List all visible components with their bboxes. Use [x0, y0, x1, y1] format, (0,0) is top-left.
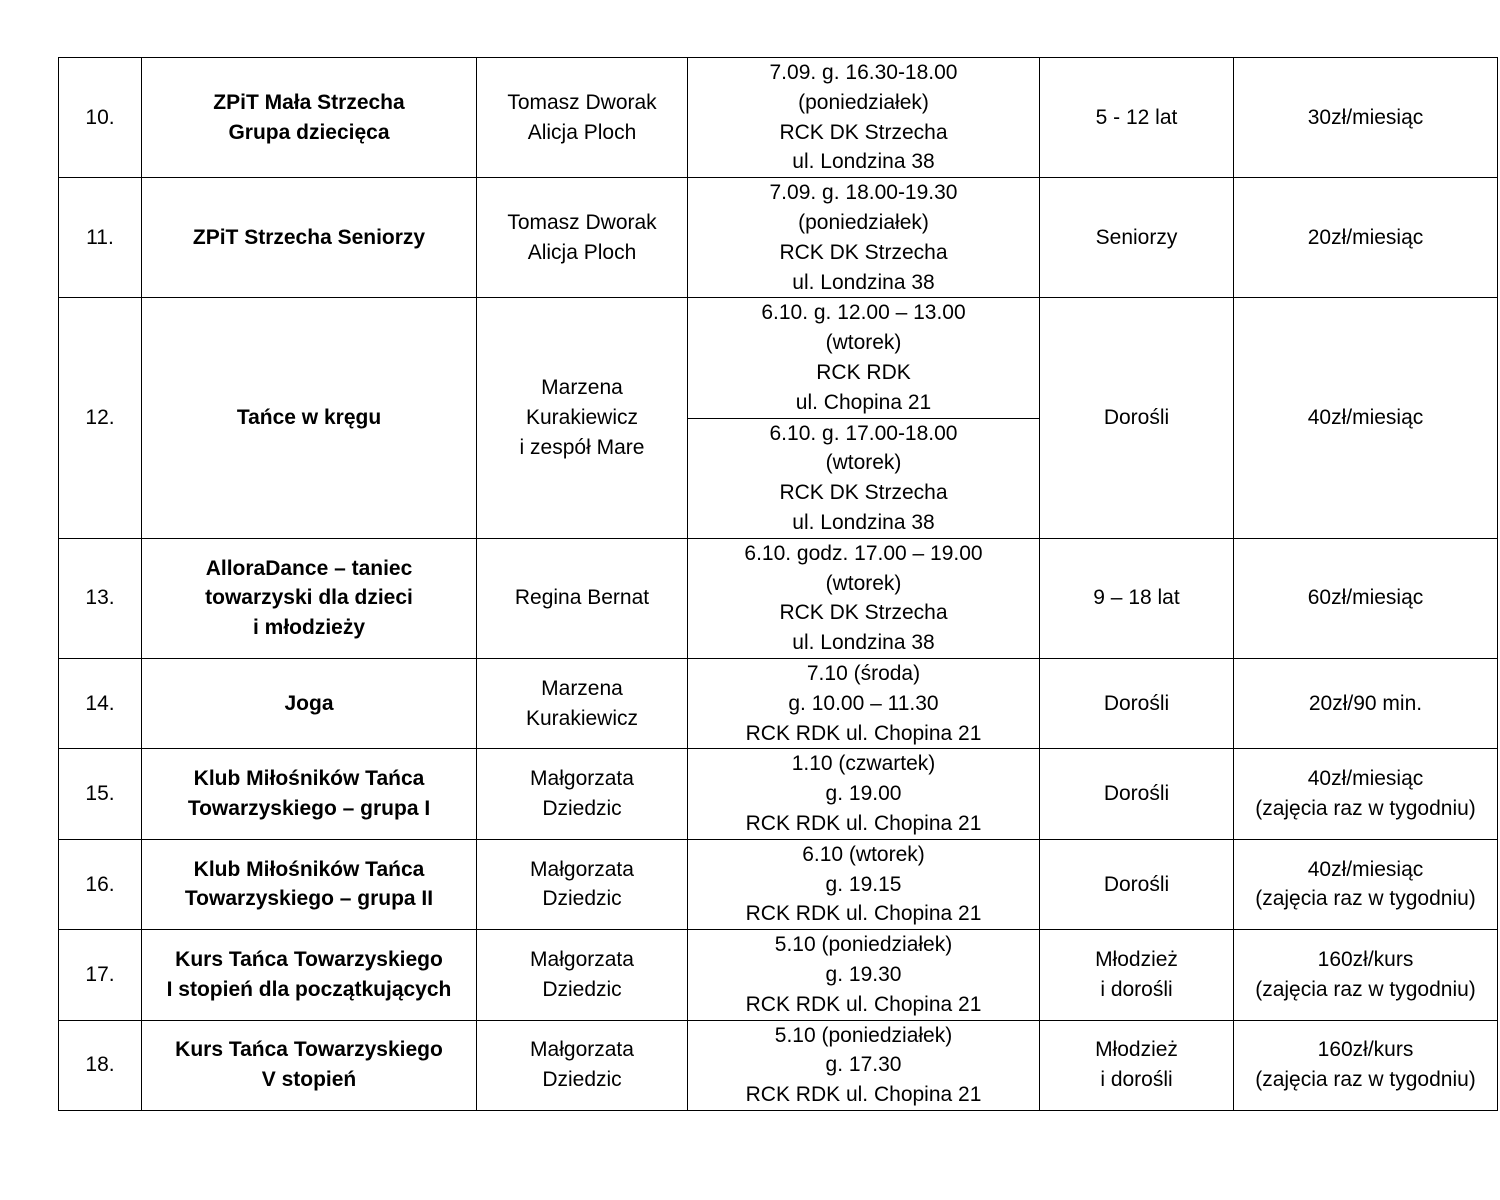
schedule-line: 5.10 (poniedziałek) — [774, 933, 953, 957]
activity-name-line: Grupa dziecięca — [228, 120, 390, 144]
instructor-line: Tomasz Dworak — [507, 90, 657, 114]
age-group — [1040, 658, 1234, 748]
age-group — [1040, 839, 1234, 929]
activity-name — [142, 658, 477, 748]
age-group-line: Dorośli — [1103, 406, 1170, 430]
instructor — [477, 930, 688, 1020]
price — [1234, 658, 1498, 748]
age-group — [1040, 298, 1234, 538]
activity-name-line: I stopień dla początkujących — [166, 977, 452, 1001]
activity-name — [142, 178, 477, 298]
schedule-line: RCK RDK ul. Chopina 21 — [745, 721, 982, 745]
price-line: 20zł/90 min. — [1308, 691, 1423, 715]
schedule-line: (poniedziałek) — [798, 90, 929, 114]
activity-name-line: Joga — [284, 691, 334, 715]
price-line: 40zł/miesiąc — [1307, 767, 1424, 791]
age-group-line: i dorośli — [1100, 977, 1173, 1001]
instructor-line: Tomasz Dworak — [507, 210, 657, 234]
row-number — [59, 839, 142, 929]
price-line: (zajęcia raz w tygodniu) — [1255, 977, 1476, 1001]
instructor-line: Małgorzata — [530, 948, 634, 971]
age-group — [1040, 538, 1234, 658]
table-row — [59, 1020, 1498, 1110]
activity-name-line: towarzyski dla dzieci — [205, 586, 413, 610]
row-number-text: 16. — [85, 872, 115, 896]
table-row — [59, 178, 1498, 298]
activity-name-line: Towarzyskiego – grupa I — [187, 797, 431, 821]
price-line: 40zł/miesiąc — [1307, 857, 1424, 881]
schedule-line: RCK RDK ul. Chopina 21 — [745, 992, 982, 1016]
schedule-line: 5.10 (poniedziałek) — [774, 1023, 953, 1047]
row-number-text: 15. — [85, 782, 115, 806]
table-row — [59, 839, 1498, 929]
row-number — [59, 1020, 142, 1110]
age-group-line: 5 - 12 lat — [1095, 105, 1178, 129]
schedule-line: g. 17.30 — [825, 1053, 902, 1077]
instructor-line: Alicja Ploch — [527, 240, 637, 264]
instructor — [477, 538, 688, 658]
schedule-info — [688, 658, 1040, 748]
instructor-line: Dziedzic — [542, 1068, 622, 1092]
price-line: 20zł/miesiąc — [1307, 225, 1424, 249]
price-line: 160zł/kurs — [1317, 1038, 1414, 1062]
instructor-line: Małgorzata — [530, 857, 634, 881]
price-line: 30zł/miesiąc — [1307, 105, 1424, 129]
schedule-line: ul. Londzina 38 — [792, 510, 935, 534]
activity-name-line: Towarzyskiego – grupa II — [184, 887, 434, 911]
schedule-line: 6.10. godz. 17.00 – 19.00 — [744, 541, 983, 565]
activity-name-line: ZPiT Mała Strzecha — [213, 90, 405, 114]
price — [1234, 58, 1498, 178]
schedule-line: 6.10. g. 17.00-18.00 — [769, 421, 958, 445]
activity-name — [142, 58, 477, 178]
schedule-line: g. 19.15 — [825, 872, 902, 896]
price-line: 60zł/miesiąc — [1307, 586, 1424, 610]
activity-name-line: Klub Miłośników Tańca — [193, 857, 425, 881]
schedule-info — [688, 1020, 1040, 1110]
activity-name — [142, 298, 477, 538]
table-row — [59, 538, 1498, 658]
price-line: (zajęcia raz w tygodniu) — [1255, 1068, 1476, 1092]
schedule-info — [688, 298, 1040, 418]
age-group-line: Młodzież — [1095, 948, 1178, 971]
row-number-text: 17. — [85, 962, 115, 986]
activity-name-line: Klub Miłośników Tańca — [193, 767, 425, 791]
instructor-line: Marzena — [541, 376, 623, 400]
schedule-line: RCK RDK ul. Chopina 21 — [745, 902, 982, 926]
schedule-line: 6.10. g. 12.00 – 13.00 — [761, 301, 966, 325]
activity-name — [142, 1020, 477, 1110]
age-group — [1040, 1020, 1234, 1110]
schedule-line: 7.09. g. 16.30-18.00 — [769, 61, 958, 84]
schedule-line: (poniedziałek) — [798, 210, 929, 234]
schedule-info — [688, 178, 1040, 298]
instructor-line: Małgorzata — [530, 767, 634, 791]
schedule-line: g. 19.30 — [825, 962, 902, 986]
instructor-line: Dziedzic — [542, 887, 622, 911]
row-number-text: 18. — [85, 1053, 115, 1077]
schedule-line: 1.10 (czwartek) — [791, 752, 936, 776]
row-number-text: 14. — [85, 691, 115, 715]
price — [1234, 749, 1498, 839]
price — [1234, 298, 1498, 538]
price — [1234, 930, 1498, 1020]
instructor-line: Dziedzic — [542, 977, 622, 1001]
price — [1234, 538, 1498, 658]
activity-name-line: AlloraDance – taniec — [205, 556, 413, 580]
row-number — [59, 58, 142, 178]
age-group — [1040, 749, 1234, 839]
instructor-line: Kurakiewicz — [525, 706, 639, 730]
row-number — [59, 930, 142, 1020]
activity-name-line: Kurs Tańca Towarzyskiego — [175, 1038, 443, 1062]
row-number-text: 12. — [85, 406, 115, 430]
instructor-line: Alicja Ploch — [527, 120, 637, 144]
schedule-line: RCK RDK ul. Chopina 21 — [745, 1083, 982, 1107]
age-group — [1040, 58, 1234, 178]
age-group-line: Dorośli — [1103, 872, 1170, 896]
table-row — [59, 298, 1498, 418]
schedule-info — [688, 538, 1040, 658]
schedule-info — [688, 58, 1040, 178]
instructor — [477, 839, 688, 929]
instructor — [477, 1020, 688, 1110]
schedule-line: ul. Londzina 38 — [792, 270, 935, 294]
row-number — [59, 538, 142, 658]
price-line: (zajęcia raz w tygodniu) — [1255, 797, 1476, 821]
row-number-text: 11. — [86, 225, 114, 249]
age-group-line: i dorośli — [1100, 1068, 1173, 1092]
activity-name-line: i młodzieży — [252, 616, 366, 640]
age-group-line: Dorośli — [1103, 782, 1170, 806]
activities-table — [58, 57, 1498, 1111]
price-line: (zajęcia raz w tygodniu) — [1255, 887, 1476, 911]
row-number — [59, 658, 142, 748]
schedule-line: 7.09. g. 18.00-19.30 — [769, 181, 958, 205]
instructor-line: Kurakiewicz — [525, 406, 639, 430]
instructor-line: i zespół Mare — [519, 435, 645, 459]
schedule-line: 7.10 (środa) — [806, 661, 921, 685]
schedule-line: RCK DK Strzecha — [779, 120, 948, 144]
schedule-line: 6.10 (wtorek) — [802, 842, 925, 866]
instructor-line: Dziedzic — [542, 797, 622, 821]
schedule-line: RCK DK Strzecha — [779, 481, 948, 505]
schedule-line: (wtorek) — [825, 571, 902, 595]
schedule-line: RCK RDK — [816, 360, 911, 384]
price-line: 40zł/miesiąc — [1307, 406, 1424, 430]
activities-table-body — [59, 58, 1498, 1111]
age-group — [1040, 178, 1234, 298]
instructor — [477, 178, 688, 298]
activity-name — [142, 538, 477, 658]
price — [1234, 178, 1498, 298]
schedule-info — [688, 839, 1040, 929]
age-group-line: Dorośli — [1103, 691, 1170, 715]
table-row — [59, 749, 1498, 839]
activity-name-line: ZPiT Strzecha Seniorzy — [192, 225, 426, 249]
row-number — [59, 178, 142, 298]
activity-name — [142, 930, 477, 1020]
activity-name — [142, 839, 477, 929]
instructor-line: Marzena — [541, 676, 623, 700]
instructor — [477, 58, 688, 178]
schedule-info — [688, 930, 1040, 1020]
table-row — [59, 930, 1498, 1020]
schedule-info — [688, 749, 1040, 839]
row-number — [59, 298, 142, 538]
schedule-line: ul. Londzina 38 — [792, 631, 935, 655]
instructor — [477, 749, 688, 839]
row-number — [59, 749, 142, 839]
activity-name-line: Tańce w kręgu — [236, 406, 382, 430]
schedule-line: RCK DK Strzecha — [779, 240, 948, 264]
row-number-text: 13. — [85, 586, 115, 610]
schedule-line: RCK RDK ul. Chopina 21 — [745, 811, 982, 835]
schedule-line: RCK DK Strzecha — [779, 601, 948, 625]
schedule-line: (wtorek) — [825, 331, 902, 355]
schedule-line: g. 19.00 — [825, 782, 902, 806]
age-group-line: Seniorzy — [1095, 225, 1178, 249]
activity-name-line: V stopień — [261, 1068, 357, 1092]
schedule-line: ul. Chopina 21 — [795, 390, 932, 414]
instructor-line: Małgorzata — [530, 1038, 634, 1062]
row-number-text: 10. — [85, 105, 115, 129]
age-group — [1040, 930, 1234, 1020]
schedule-info — [688, 418, 1040, 538]
instructor — [477, 298, 688, 538]
instructor — [477, 658, 688, 748]
instructor-line: Regina Bernat — [514, 586, 650, 610]
price-line: 160zł/kurs — [1317, 948, 1414, 971]
table-row — [59, 58, 1498, 178]
schedule-line: (wtorek) — [825, 451, 902, 475]
activity-name-line: Kurs Tańca Towarzyskiego — [175, 948, 443, 971]
price — [1234, 1020, 1498, 1110]
schedule-line: ul. Londzina 38 — [792, 150, 935, 174]
age-group-line: Młodzież — [1095, 1038, 1178, 1062]
table-row — [59, 658, 1498, 748]
age-group-line: 9 – 18 lat — [1093, 586, 1180, 610]
price — [1234, 839, 1498, 929]
schedule-line: g. 10.00 – 11.30 — [788, 691, 939, 715]
activity-name — [142, 749, 477, 839]
